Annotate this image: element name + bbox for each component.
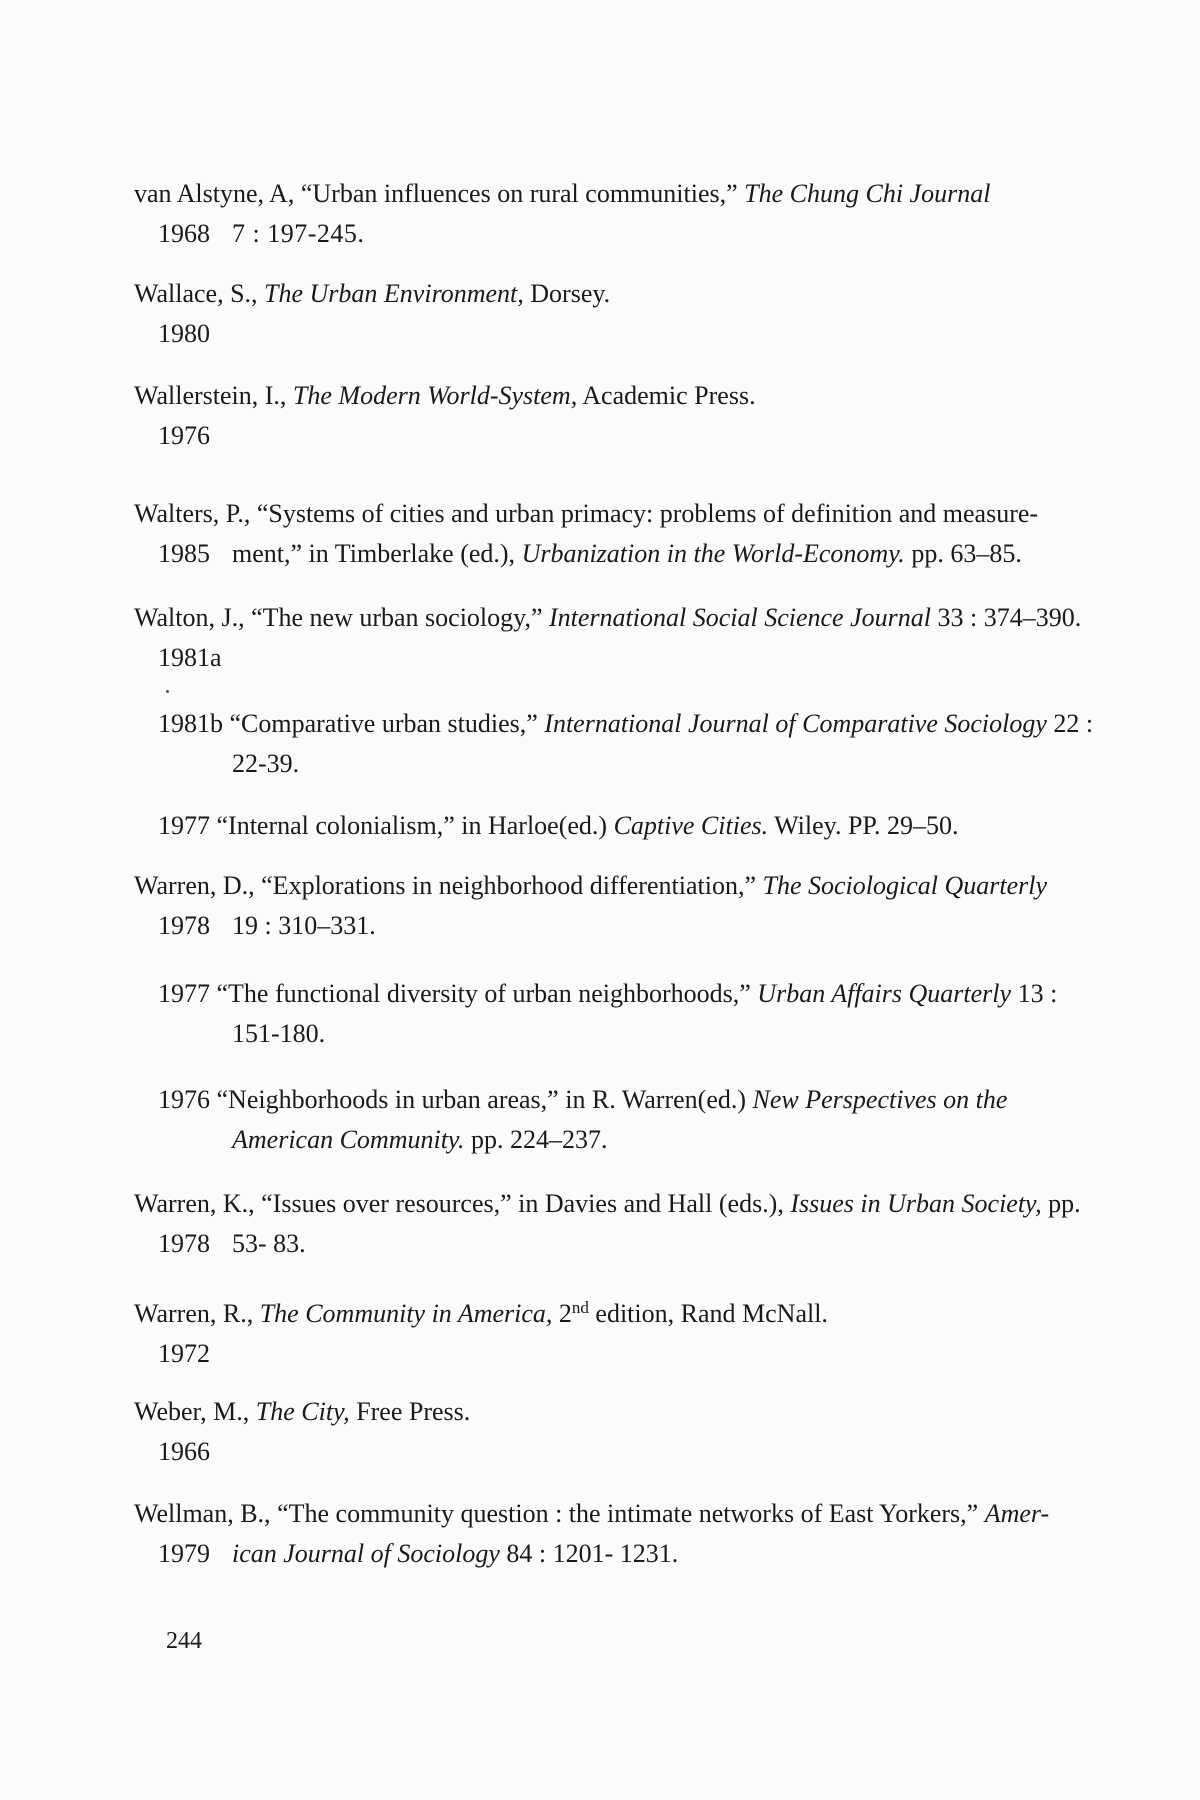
author: Walters, P., bbox=[134, 499, 257, 528]
source: The City, bbox=[255, 1397, 350, 1426]
detail: 19 : 310–331. bbox=[232, 911, 376, 940]
author: Warren, K., bbox=[134, 1189, 262, 1218]
source: Urban Affairs Quarterly bbox=[757, 979, 1012, 1008]
year: 1976 bbox=[158, 421, 210, 450]
author: Walton, J., bbox=[134, 603, 252, 632]
year: 1976 bbox=[158, 1085, 210, 1114]
title: “Explorations in neighborhood differentiation,” bbox=[261, 871, 763, 900]
continuation: 53- 83. bbox=[232, 1229, 306, 1258]
detail: edition, Rand McNall. bbox=[588, 1299, 828, 1328]
reference-entry bbox=[134, 866, 1054, 946]
reference-entry bbox=[134, 494, 1054, 574]
year: 1985 bbox=[158, 539, 210, 568]
source: The Community in America, bbox=[259, 1299, 553, 1328]
author: Warren, D., bbox=[134, 871, 262, 900]
year: 1977 bbox=[158, 811, 210, 840]
year: 1966 bbox=[158, 1437, 210, 1466]
detail: 84 : 1201- 1231. bbox=[499, 1539, 679, 1568]
year: 1981b bbox=[158, 709, 223, 738]
year: 1980 bbox=[158, 319, 210, 348]
year: 1972 bbox=[158, 1339, 210, 1368]
author: Wallace, S., bbox=[134, 279, 265, 308]
detail: 13 : bbox=[1011, 979, 1058, 1008]
title: “The functional diversity of urban neighborhoods,” bbox=[210, 979, 758, 1008]
detail: pp. 224–237. bbox=[464, 1125, 608, 1154]
reference-entry bbox=[134, 1184, 1081, 1264]
edition-suffix: nd bbox=[571, 1298, 589, 1317]
stray-mark bbox=[166, 690, 169, 693]
source-continued: American Community. bbox=[232, 1125, 465, 1154]
source-continued: ican Journal of Sociology bbox=[232, 1539, 500, 1568]
title: “The new urban sociology,” bbox=[251, 603, 550, 632]
author: Wallerstein, I., bbox=[134, 381, 293, 410]
author: Wellman, B., bbox=[134, 1499, 278, 1528]
year: 1977 bbox=[158, 979, 210, 1008]
year: 1978 bbox=[158, 1229, 210, 1258]
title: “Urban influences on rural communities,” bbox=[300, 179, 745, 208]
detail: 22 : bbox=[1046, 709, 1094, 738]
title: “The community question : the intimate networks of East Yorkers,” bbox=[277, 1499, 985, 1528]
detail: pp. 63–85. bbox=[904, 539, 1022, 568]
author: Warren, R., bbox=[134, 1299, 260, 1328]
detail: 33 : 374–390. bbox=[930, 603, 1082, 632]
author: van Alstyne, A, bbox=[134, 179, 301, 208]
page-number: 244 bbox=[166, 1628, 202, 1654]
continuation: 22-39. bbox=[232, 749, 300, 778]
author: Weber, M., bbox=[134, 1397, 256, 1426]
detail: Wiley. PP. 29–50. bbox=[768, 811, 959, 840]
source: Amer- bbox=[984, 1499, 1050, 1528]
source: The Modern World-System, bbox=[292, 381, 578, 410]
reference-entry bbox=[134, 1392, 1054, 1472]
detail: Academic Press. bbox=[577, 381, 756, 410]
source: Urbanization in the World-Economy. bbox=[521, 539, 905, 568]
title: “Neighborhoods in urban areas,” in R. Warren(ed.) bbox=[210, 1085, 753, 1114]
source: The Chung Chi Journal bbox=[744, 179, 991, 208]
title: “Comparative urban studies,” bbox=[223, 709, 545, 738]
source: The Urban Environment, bbox=[264, 279, 524, 308]
detail: Dorsey. bbox=[523, 279, 611, 308]
reference-entry bbox=[134, 704, 1094, 784]
detail: 7 : 197-245. bbox=[232, 219, 365, 248]
year: 1978 bbox=[158, 911, 210, 940]
reference-entry bbox=[134, 274, 1054, 354]
source: The Sociological Quarterly bbox=[762, 871, 1047, 900]
source: Issues in Urban Society, bbox=[790, 1189, 1042, 1218]
year: 1981a bbox=[158, 643, 222, 672]
detail: pp. bbox=[1041, 1189, 1081, 1218]
source: Captive Cities. bbox=[613, 811, 769, 840]
reference-entry bbox=[134, 806, 1054, 846]
reference-entry bbox=[134, 974, 1058, 1054]
reference-entry bbox=[134, 598, 1082, 678]
title: “Issues over resources,” in Davies and Hall (eds.), bbox=[261, 1189, 791, 1218]
continuation: 151-180. bbox=[232, 1019, 326, 1048]
title: “Internal colonialism,” in Harloe(ed.) bbox=[210, 811, 614, 840]
reference-entry bbox=[134, 1080, 1054, 1160]
year: 1979 bbox=[158, 1539, 210, 1568]
title: “Systems of cities and urban primacy: problems of definition and measure- bbox=[256, 499, 1039, 528]
year: 1968 bbox=[158, 219, 210, 248]
edition-number: 2 bbox=[552, 1299, 572, 1328]
reference-entry bbox=[134, 1288, 1054, 1374]
source: New Perspectives on the bbox=[752, 1085, 1008, 1114]
detail: Free Press. bbox=[349, 1397, 471, 1426]
source: International Journal of Comparative Sociology bbox=[544, 709, 1047, 738]
reference-entry bbox=[134, 376, 1054, 456]
continuation: ment,” in Timberlake (ed.), bbox=[232, 539, 522, 568]
reference-entry bbox=[134, 1494, 1054, 1574]
reference-entry bbox=[134, 174, 1054, 254]
source: International Social Science Journal bbox=[549, 603, 931, 632]
